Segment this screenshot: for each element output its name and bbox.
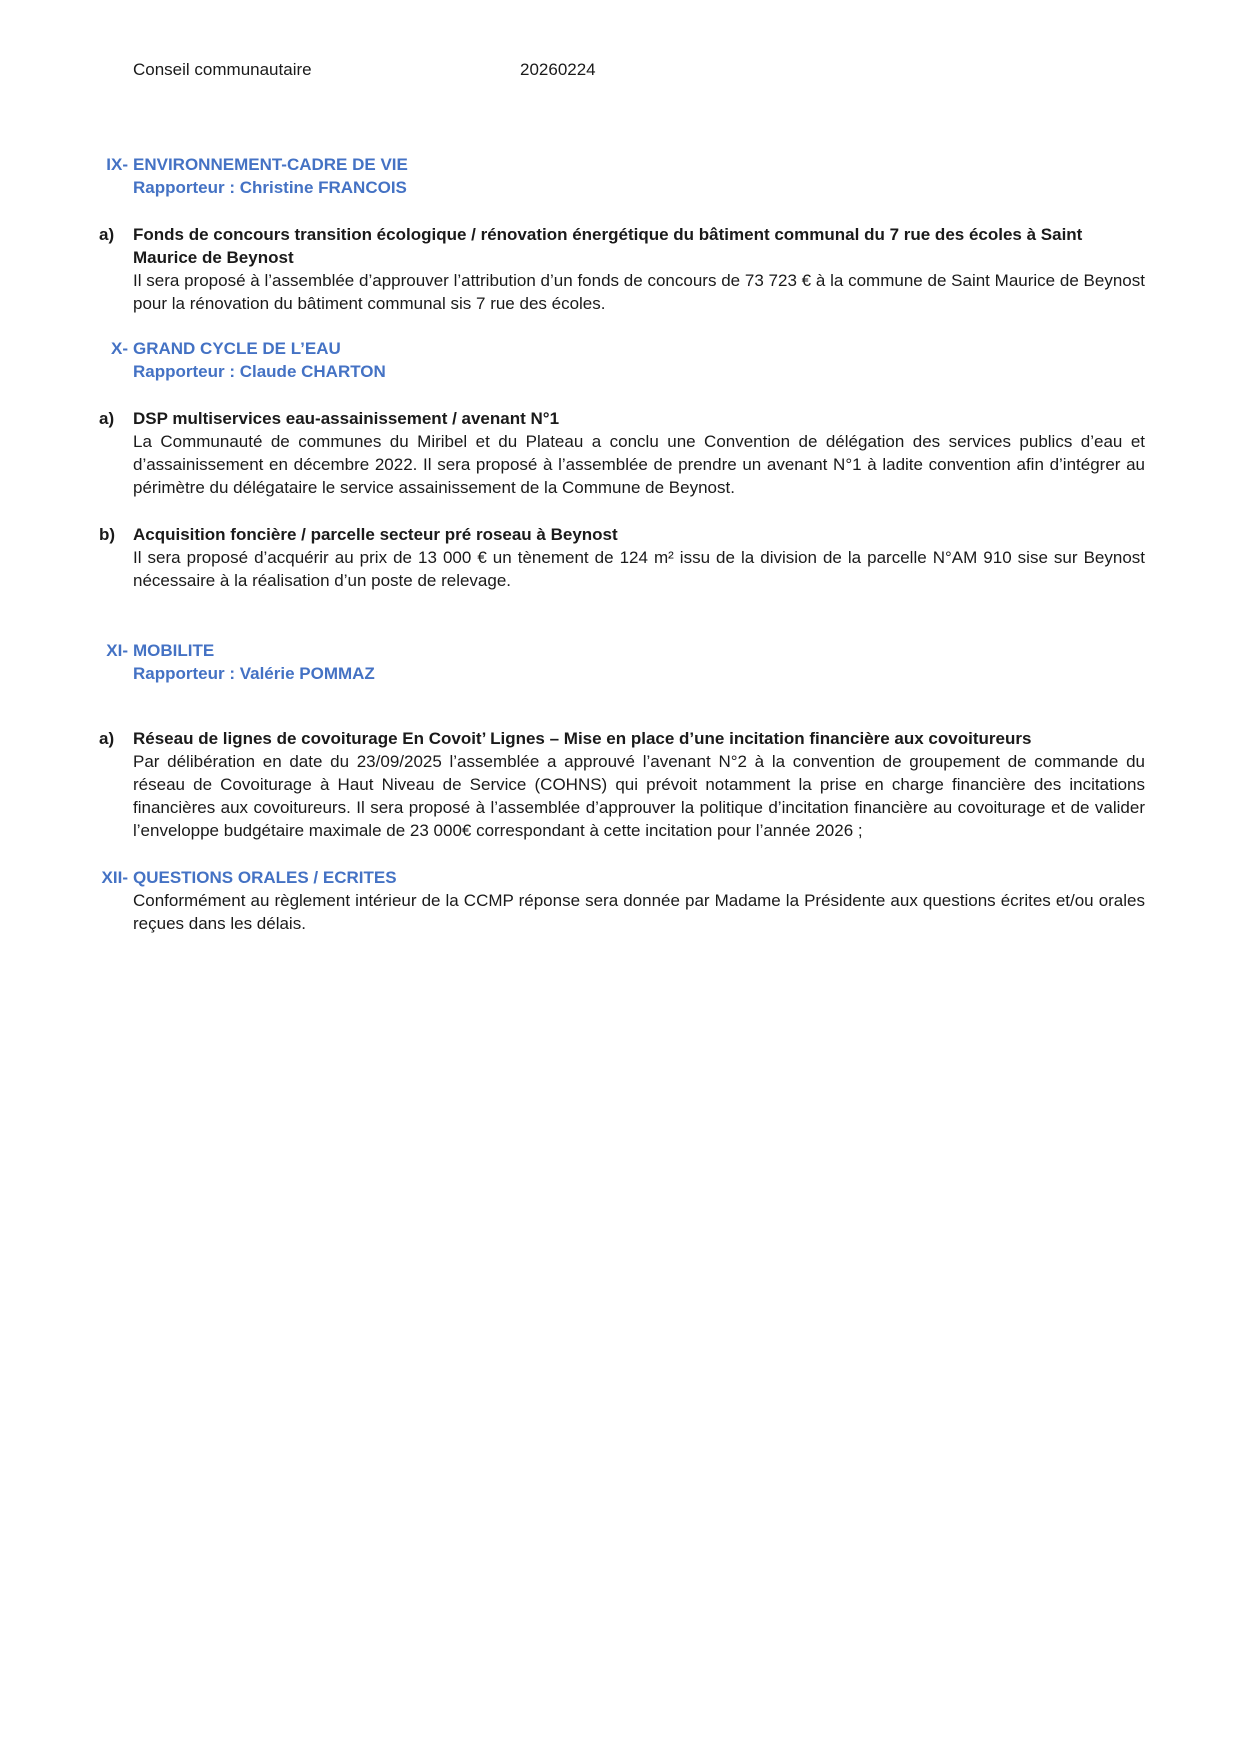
- agenda-item: [97, 523, 1145, 592]
- item-label: a): [99, 729, 115, 748]
- item-title: DSP multiservices eau-assainissement / avenant N°1: [133, 409, 560, 428]
- section-rapporteur: Rapporteur : Valérie POMMAZ: [133, 664, 375, 683]
- section-title: MOBILITE: [133, 641, 215, 660]
- section-title: ENVIRONNEMENT-CADRE DE VIE: [133, 155, 408, 174]
- item-body: Par délibération en date du 23/09/2025 l’assemblée a approuvé l’avenant N°2 à la convention de groupement de commande du réseau de Covoiturage à Haut Niveau de Service (COHNS) qui prévoit notamment la prise en charge financière des incitations financières aux covoitureurs. Il sera proposé à l’assemblée d’approuver la politique d’incitation financière au covoiturage et de valider l’enveloppe budgétaire maximale de 23 000€ correspondant à cette incitation pour l’année 2026 ;: [133, 752, 1145, 840]
- section-rapporteur: Rapporteur : Christine FRANCOIS: [133, 178, 407, 197]
- section-body-row: [97, 889, 1145, 935]
- section-questions-orales: [97, 866, 1145, 935]
- section-rapporteur: Rapporteur : Claude CHARTON: [133, 362, 386, 381]
- agenda-item: [97, 407, 1145, 499]
- item-label: b): [99, 525, 116, 544]
- section-numeral: XII-: [101, 868, 128, 887]
- section-heading: [97, 866, 1145, 889]
- section-heading: [97, 337, 1145, 383]
- item-body: La Communauté de communes du Miribel et du Plateau a conclu une Convention de délégation des services publics d’eau et d’assainissement en décembre 2022. Il sera proposé à l’assemblée de prendre un avenant N°1 à ladite convention afin d’intégrer au périmètre du délégataire le service assainissement de la Commune de Beynost.: [133, 432, 1145, 497]
- agenda-item: [97, 727, 1145, 842]
- item-title: Réseau de lignes de covoiturage En Covoit’ Lignes – Mise en place d’une incitation financière aux covoitureurs: [133, 729, 1032, 748]
- section-numeral: XI-: [106, 641, 128, 660]
- item-label: a): [99, 409, 115, 428]
- section-numeral: X-: [111, 339, 128, 358]
- document-content: [97, 58, 1145, 935]
- section-heading: [97, 153, 1145, 199]
- header-title: Conseil communautaire: [133, 60, 312, 79]
- item-body: Il sera proposé à l’assemblée d’approuver l’attribution d’un fonds de concours de 73 723 € à la commune de Saint Maurice de Beynost pour la rénovation du bâtiment communal sis 7 rue des écoles.: [133, 271, 1145, 313]
- section-title: GRAND CYCLE DE L’EAU: [133, 339, 341, 358]
- item-title: Acquisition foncière / parcelle secteur pré roseau à Beynost: [133, 525, 618, 544]
- item-label: a): [99, 225, 115, 244]
- section-numeral: IX-: [106, 155, 128, 174]
- header-date: 20260224: [520, 60, 596, 79]
- section-environnement: [97, 153, 1145, 315]
- agenda-item: [97, 223, 1145, 315]
- section-body: Conformément au règlement intérieur de la CCMP réponse sera donnée par Madame la Présidente aux questions écrites et/ou orales reçues dans les délais.: [133, 891, 1145, 933]
- section-mobilite: [97, 639, 1145, 842]
- section-title: QUESTIONS ORALES / ECRITES: [133, 868, 397, 887]
- item-title: Fonds de concours transition écologique / rénovation énergétique du bâtiment communal du 7 rue des écoles à Saint Maurice de Beynost: [133, 225, 1083, 267]
- section-heading: [97, 639, 1145, 685]
- section-grand-cycle-eau: [97, 337, 1145, 592]
- item-body: Il sera proposé d’acquérir au prix de 13 000 € un tènement de 124 m² issu de la division de la parcelle N°AM 910 sise sur Beynost nécessaire à la réalisation d’un poste de relevage.: [133, 548, 1145, 590]
- page-header: [97, 58, 1145, 81]
